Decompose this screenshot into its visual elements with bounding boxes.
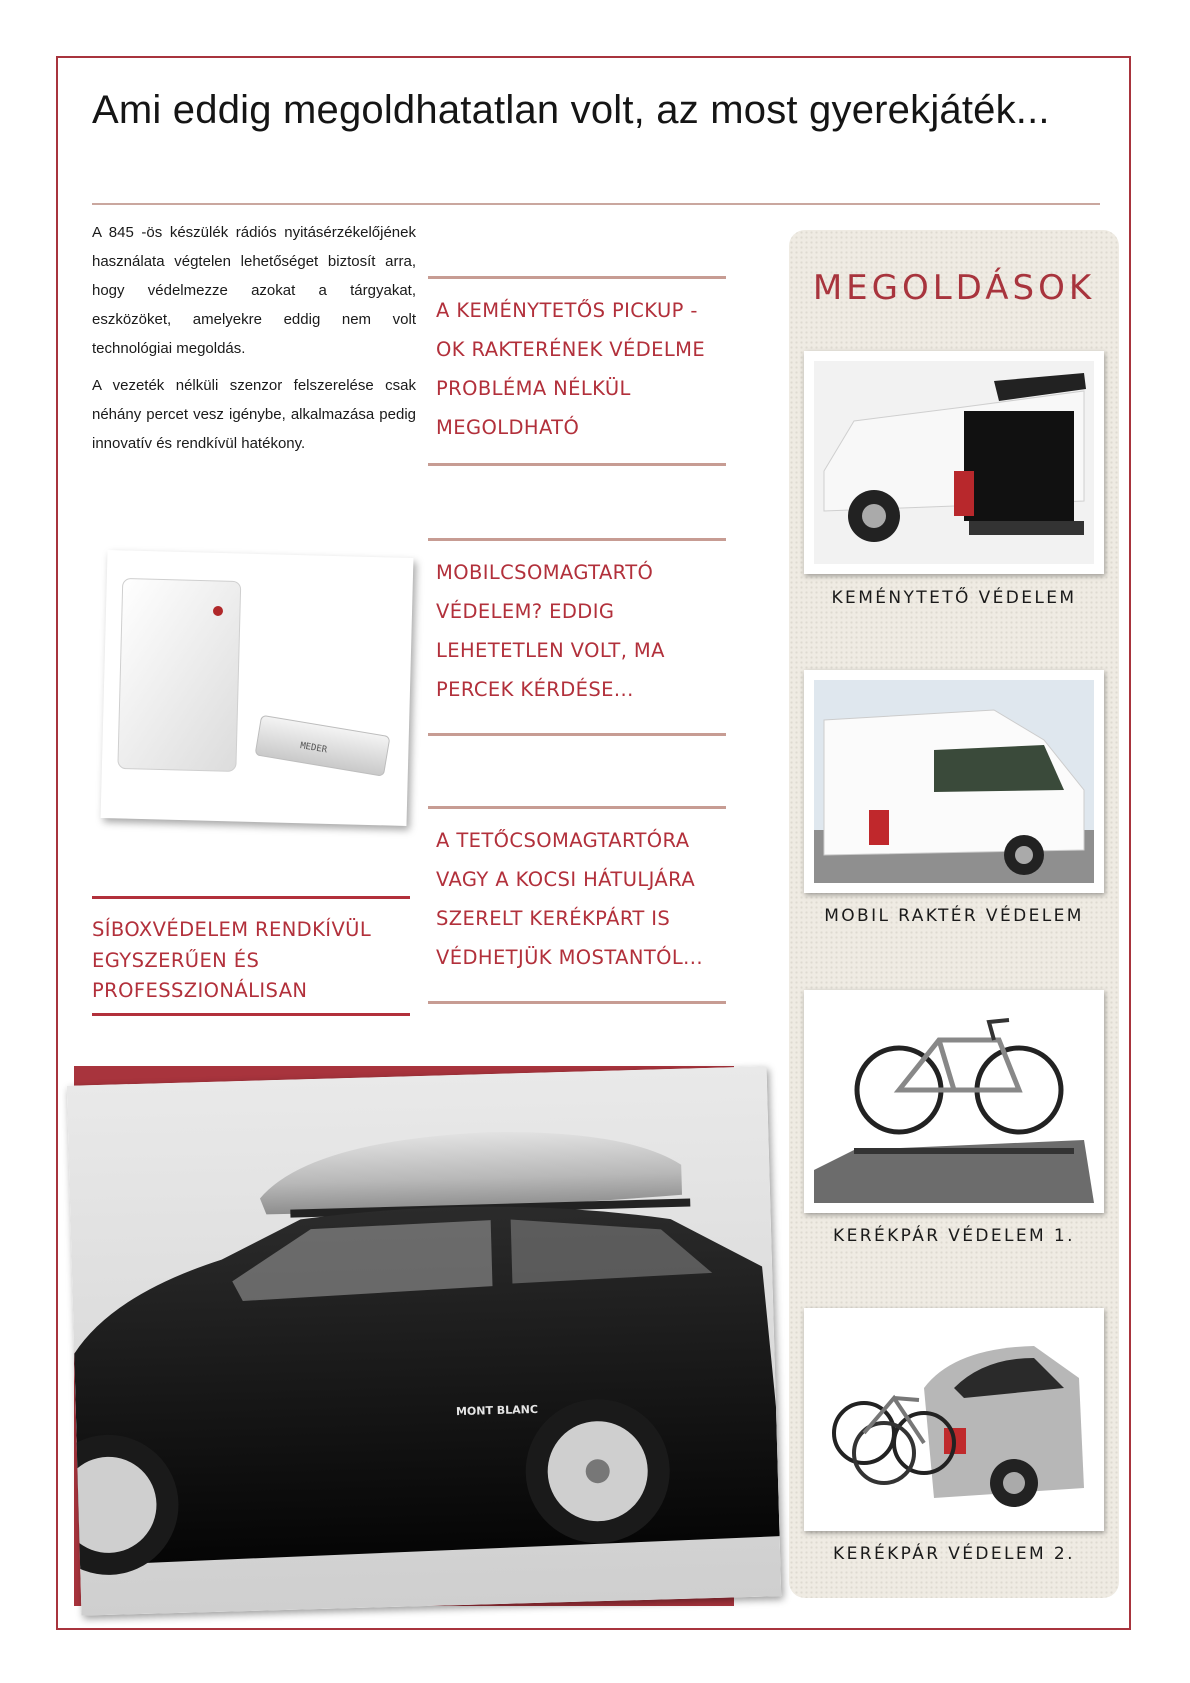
sensor-label: MEDER xyxy=(299,741,328,756)
car-decal: MONT BLANC xyxy=(455,1402,539,1419)
roof-bike-icon xyxy=(814,1000,1094,1203)
sidebar-title: MEGOLDÁSOK xyxy=(812,268,1096,308)
sensor-device-icon xyxy=(101,550,414,826)
caption-roof-bike: KERÉKPÁR VÉDELEM 1. xyxy=(833,1226,1075,1246)
caption-van: MOBIL RAKTÉR VÉDELEM xyxy=(824,906,1084,926)
intro-paragraph-2: A vezeték nélküli szenzor felszerelése csak néhány percet vesz igénybe, alkalmazása pedig innovatív és rendkívül hatékony. xyxy=(92,377,416,452)
car-roofbox-photo xyxy=(67,1066,782,1615)
callout-bike: A TETŐCSOMAGTARTÓRA VAGY A KOCSI HÁTULJÁRA SZERELT KERÉKPÁRT IS VÉDHETJÜK MOSTANTÓL... xyxy=(428,806,726,1004)
caption-rear-bike: KERÉKPÁR VÉDELEM 2. xyxy=(833,1544,1075,1564)
intro-text xyxy=(92,218,416,466)
thumb-rear-bike xyxy=(804,1308,1104,1531)
callout-mobile-rack: MOBILCSOMAGTARTÓ VÉDELEM? EDDIG LEHETETLEN VOLT, MA PERCEK KÉRDÉSE... xyxy=(428,538,726,736)
solutions-sidebar xyxy=(789,230,1119,1598)
van-icon xyxy=(814,680,1094,883)
rear-bike-icon xyxy=(814,1318,1094,1521)
sensor-photo xyxy=(101,550,414,826)
thumb-roof-bike xyxy=(804,990,1104,1213)
divider xyxy=(92,203,1100,205)
callout-skibox: SÍBOXVÉDELEM RENDKÍVÜL EGYSZERŰEN ÉS PROFESSZIONÁLISAN xyxy=(92,896,410,1016)
callout-pickup: A KEMÉNYTETŐS PICKUP - OK RAKTERÉNEK VÉDELME PROBLÉMA NÉLKÜL MEGOLDHATÓ xyxy=(428,276,726,466)
car-roofbox-icon xyxy=(67,1066,782,1615)
page-title: Ami eddig megoldhatatlan volt, az most gyerekjáték... xyxy=(92,88,1050,132)
thumb-hardtop xyxy=(804,351,1104,574)
intro-paragraph-1: A 845 -ös készülék rádiós nyitásérzékelőjének használata végtelen lehetőséget biztosít arra, hogy védelmezze azokat a tárgyakat, eszközöket, amelyekre eddig nem volt technológiai megoldás. xyxy=(92,224,416,357)
pickup-truck-icon xyxy=(814,361,1094,564)
caption-hardtop: KEMÉNYTETŐ VÉDELEM xyxy=(831,588,1077,608)
thumb-van xyxy=(804,670,1104,893)
